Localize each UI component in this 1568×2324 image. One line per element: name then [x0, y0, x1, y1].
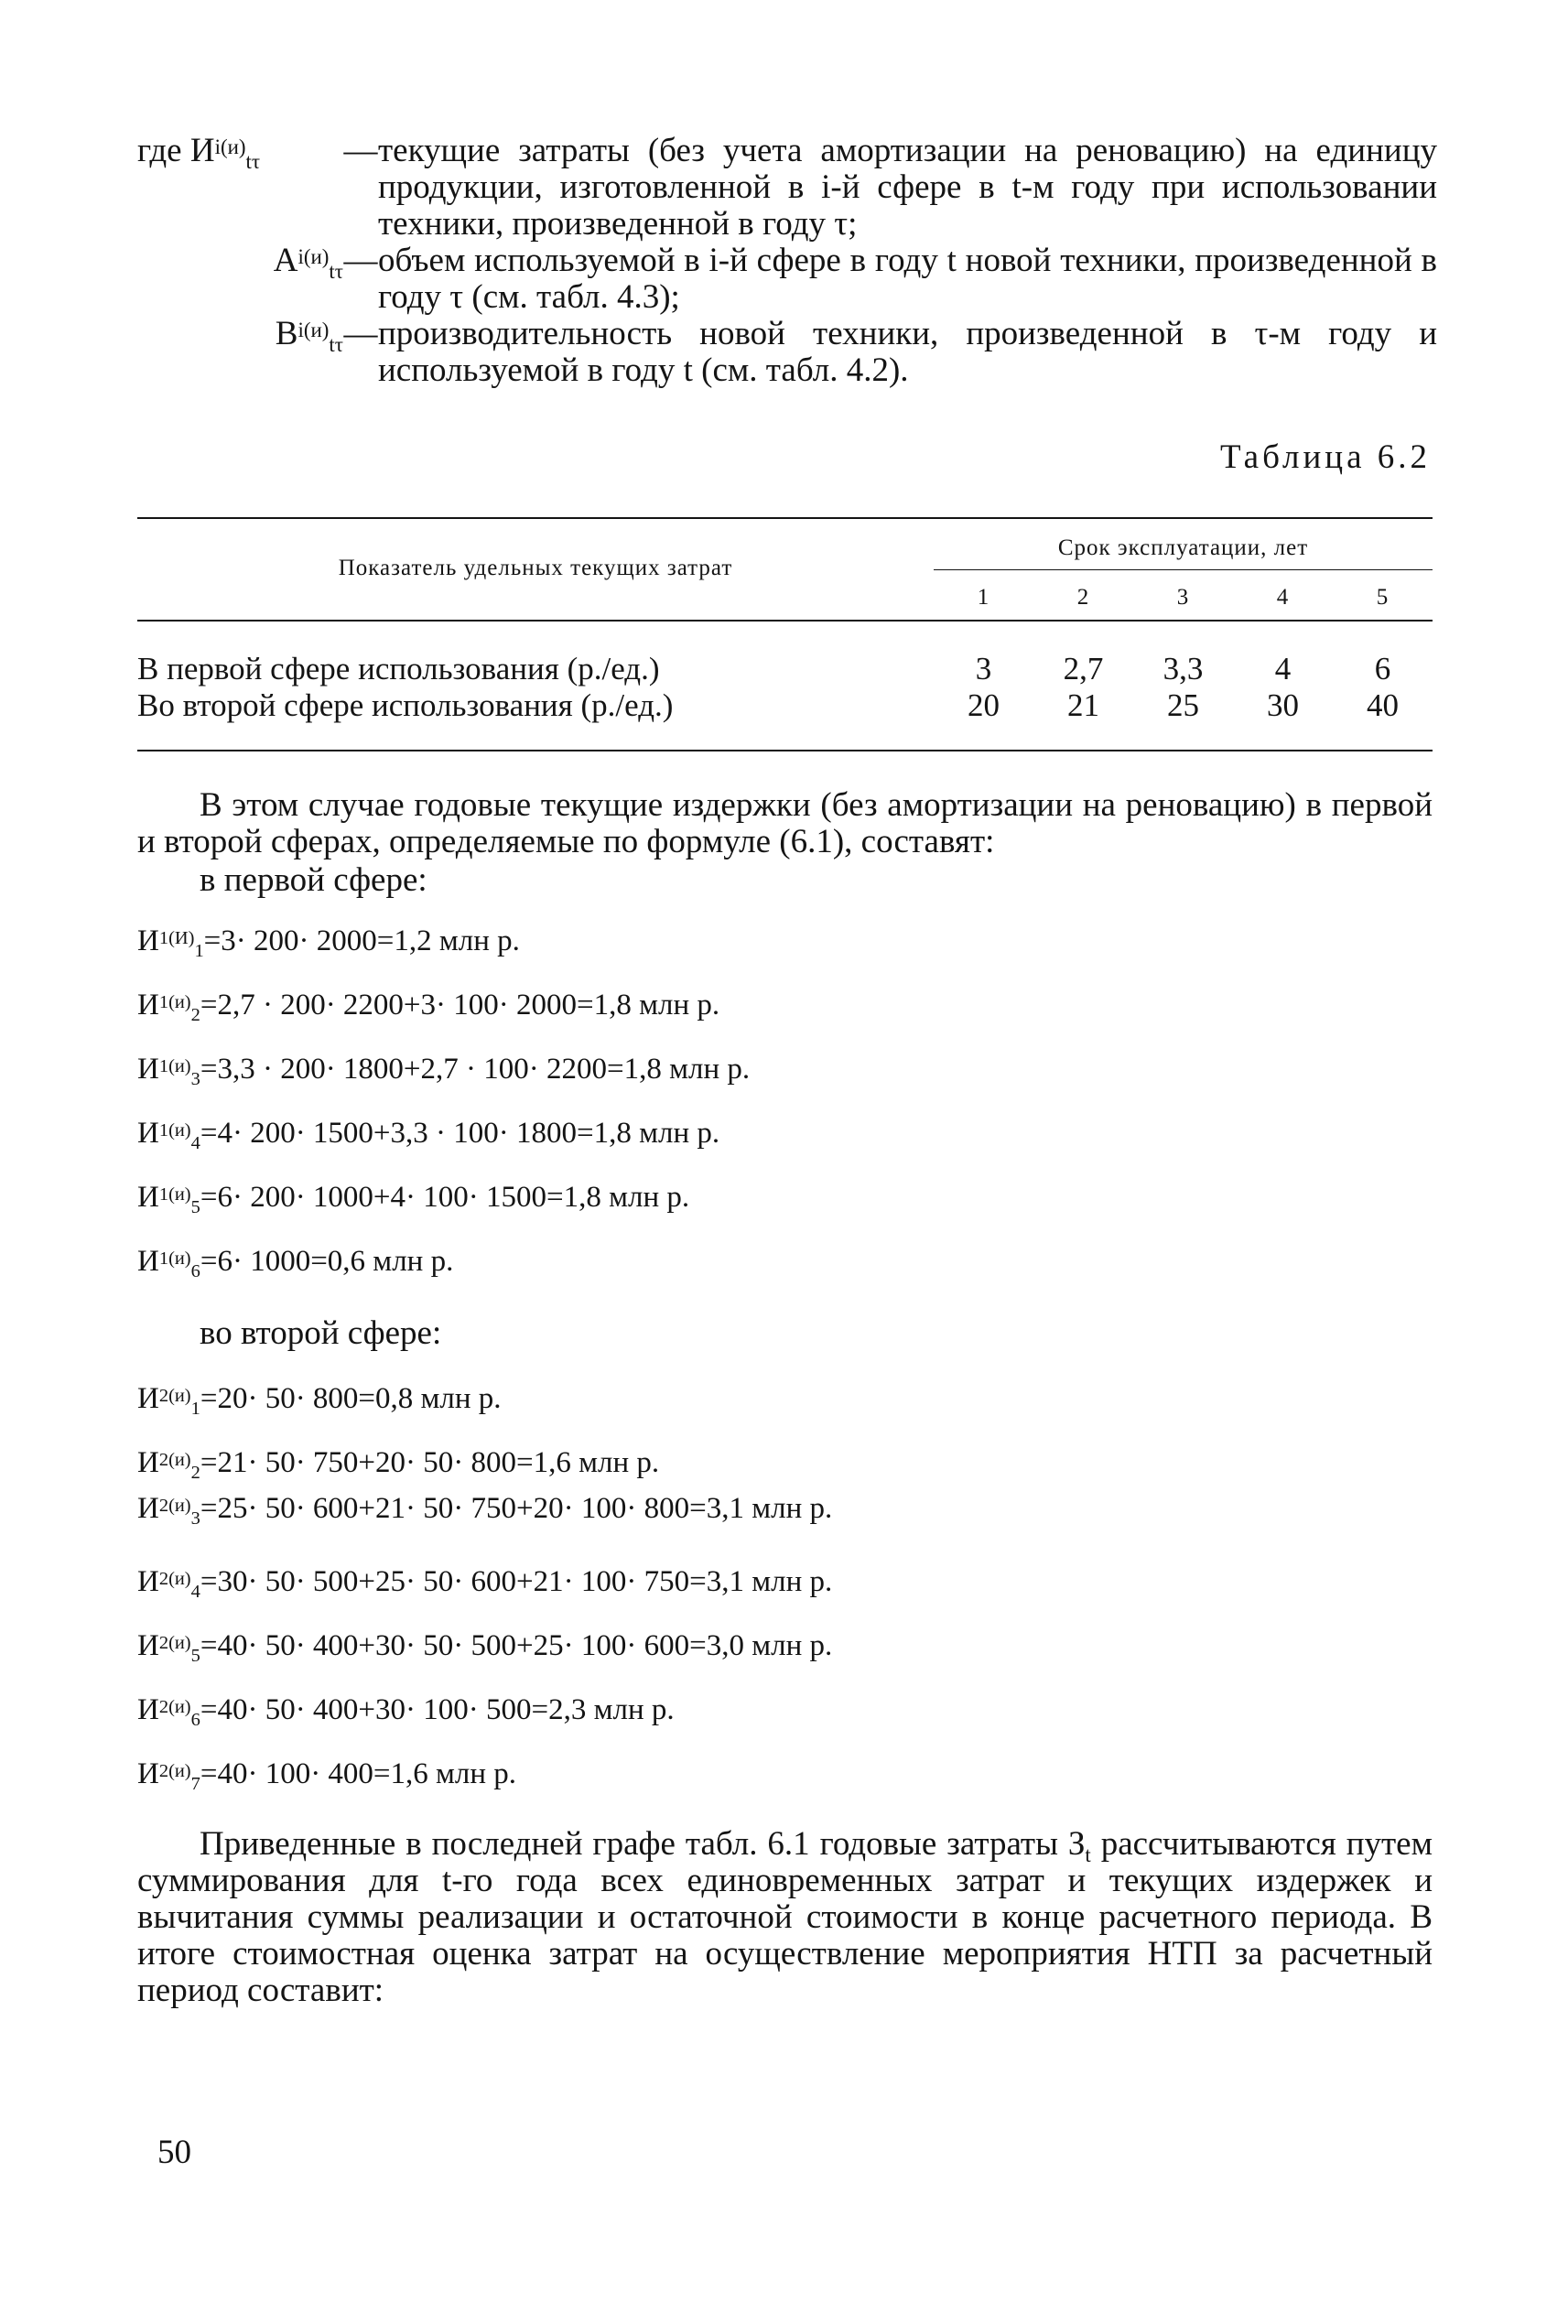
year-header: 2 — [1076, 585, 1090, 610]
definition-row — [137, 316, 1437, 389]
formula-line: $И^{2(и)}_4=30\cdot 50\cdot 500+25\cdot 50\cdot 600+21\cdot 100\cdot 750=3,1$ млн р. — [137, 1565, 833, 1603]
definition-dash: — — [343, 132, 378, 169]
definition-symbol: $И^{i(и)}_{t\tau}$ — [189, 132, 261, 174]
row-label: Во второй сфере использования (р./ед.) — [137, 687, 674, 723]
formula-line: $И^{2(и)}_5=40\cdot 50\cdot 400+30\cdot 50\cdot 500+25\cdot 100\cdot 600=3,0$ млн р. — [137, 1629, 833, 1667]
definition-dash: — — [343, 242, 378, 279]
formula-line: $И^{1(и)}_6=6\cdot 1000=0,6$ млн р. — [137, 1245, 454, 1282]
definition-row — [137, 243, 1437, 316]
formula-line: $И^{2(и)}_2=21\cdot 50\cdot 750+20\cdot 50\cdot 800=1,6$ млн р. — [137, 1446, 660, 1484]
formula-line: $И^{2(и)}_3=25\cdot 50\cdot 600+21\cdot 50\cdot 750+20\cdot 100\cdot 800=3,1$ млн р. — [137, 1492, 833, 1530]
definition-lead: где — [137, 132, 182, 169]
definition-text: объем используемой в i-й сфере в году t новой техники, произведенной в году τ (см. табл. 4.3); — [378, 242, 1437, 316]
definition-symbol: $B^{i(и)}_{t\tau}$ — [275, 315, 343, 357]
intro-paragraph: В этом случае годовые текущие издержки (без амортизации на реновацию) в первой и второй сферах, определяемые по формуле (6.1), составят: — [137, 786, 1433, 860]
table-cell: 25 — [1167, 687, 1199, 723]
definition-row — [137, 133, 1437, 243]
first-sphere-label: в первой сфере: — [200, 861, 427, 899]
formula-line: $И^{2(и)}_7=40\cdot 100\cdot 400=1,6$ млн р. — [137, 1757, 517, 1795]
formula-line: $И^{1(и)}_2=2,7 \cdot 200\cdot 2200+3\cdot 100\cdot 2000=1,8$ млн р. — [137, 989, 720, 1026]
table-caption: Таблица 6.2 — [1220, 438, 1431, 476]
table-body — [137, 622, 1433, 750]
table-cell: 3,3 — [1162, 651, 1204, 686]
column-header-indicator: Показатель удельных текущих затрат — [338, 556, 733, 580]
table-cell: 40 — [1367, 687, 1399, 723]
formula-line: $И^{1(и)}_3=3,3 \cdot 200\cdot 1800+2,7 \cdot 100\cdot 2200=1,8$ млн р. — [137, 1053, 751, 1090]
second-sphere-label: во второй сфере: — [200, 1314, 442, 1352]
definition-symbol: $А^{i(и)}_{t\tau}$ — [273, 242, 343, 284]
table-rule — [137, 750, 1433, 751]
year-header: 4 — [1276, 585, 1290, 610]
table-cell: 21 — [1067, 687, 1099, 723]
table-cell: 6 — [1374, 651, 1391, 686]
row-label: В первой сфере использования (р./ед.) — [137, 651, 660, 686]
definition-dash: — — [343, 315, 378, 352]
definitions-block — [137, 133, 1437, 389]
year-header: 1 — [977, 585, 990, 610]
page-number: 50 — [157, 2134, 191, 2171]
formula-line: $И^{2(и)}_6=40\cdot 50\cdot 400+30\cdot 100\cdot 500=2,3$ млн р. — [137, 1693, 675, 1731]
data-table — [137, 517, 1433, 751]
formula-line: $И^{1(и)}_4=4\cdot 200\cdot 1500+3,3 \cdot 100\cdot 1800=1,8$ млн р. — [137, 1117, 720, 1154]
table-cell: 3 — [975, 651, 992, 686]
table-header — [137, 519, 1433, 620]
year-header: 5 — [1376, 585, 1390, 610]
closing-paragraph: Приведенные в последней графе табл. 6.1 годовые затраты $З_t$ рассчитываются путем суммирования для t-го года всех единовременных затрат и текущих издержек и вычитания суммы реализации и остаточной стоимости в конце расчетного периода. В итоге стоимостная оценка затрат на осуществление мероприятия НТП за расчетный период составит: — [137, 1825, 1433, 2009]
definition-text: производительность новой техники, произведенной в τ-м году и используемой в году t (см. табл. 4.2). — [378, 315, 1437, 389]
table-row — [137, 687, 1433, 724]
definition-text: текущие затраты (без учета амортизации на реновацию) на единицу продукции, изготовленной в i-й сфере в t-м году при использовании техники, произведенной в году τ; — [378, 132, 1437, 243]
table-cell: 30 — [1267, 687, 1299, 723]
table-cell: 20 — [968, 687, 1000, 723]
table-cell: 4 — [1274, 651, 1292, 686]
header-rule — [934, 569, 1433, 570]
column-header-span: Срок эксплуатации, лет — [1057, 535, 1309, 560]
formula-line: $И^{1(И)}_1=3\cdot 200\cdot 2000=1,2$ млн р. — [137, 924, 520, 962]
formula-line: $И^{1(и)}_5=6\cdot 200\cdot 1000+4\cdot 100\cdot 1500=1,8$ млн р. — [137, 1181, 690, 1218]
year-header: 3 — [1176, 585, 1190, 610]
table-row — [137, 651, 1433, 687]
formula-line: $И^{2(и)}_1=20\cdot 50\cdot 800=0,8$ млн р. — [137, 1382, 502, 1420]
table-cell: 2,7 — [1063, 651, 1104, 686]
